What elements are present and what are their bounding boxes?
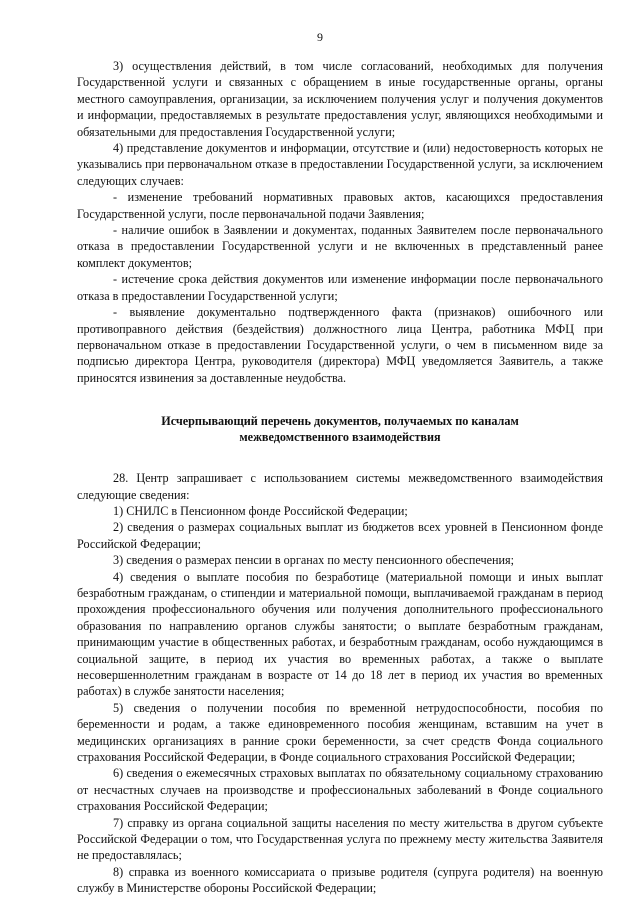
list-item: 2) сведения о размерах социальных выплат из бюджетов всех уровней в Пенсионном фонде Российской Федерации; [77, 520, 603, 551]
list-item: 1) СНИЛС в Пенсионном фонде Российской Федерации; [113, 503, 408, 518]
document-body [77, 58, 603, 897]
list-item: 4) сведения о выплате пособия по безработице (материальной помощи и иных выплат безработным гражданам, о стипендии и материальной помощи, выплачиваемой гражданам в период прохождения профессионального обучения или получения дополнительного профессионального образования по направлению органов службы занятости; о выплате безработным гражданам, принимающим участие в общественных работах, и безработным гражданам, особо нуждающимся в социальной защите, в период их участия во временных работах, а также о выплате несовершеннолетним гражданам в возрасте от 14 до 18 лет в период их участия во временных работах) в службе занятости населения; [77, 569, 603, 699]
paragraph: 4) представление документов и информации, отсутствие и (или) недостоверность которых не указывались при первоначальном отказе в предоставлении Государственной услуги, за исключением следующих случаев: [77, 141, 603, 188]
list-item: 7) справку из органа социальной защиты населения по месту жительства в другом субъекте Российской Федерации о том, что Государственная услуга по прежнему месту жительства Заявителя не предоставлялась; [77, 815, 603, 863]
section-heading-line: межведомственного взаимодействия [239, 430, 441, 445]
section-heading-line: Исчерпывающий перечень документов, получаемых по каналам [161, 414, 519, 429]
section-heading [77, 413, 603, 445]
paragraph: - изменение требований нормативных правовых актов, касающихся предоставления Государственной услуги, после первоначальной подачи Заявления; [77, 190, 603, 221]
list-item: 3) сведения о размерах пенсии в органах по месту пенсионного обеспечения; [113, 553, 515, 568]
paragraph: 3) осуществления действий, в том числе согласований, необходимых для получения Государственной услуги и связанных с обращением в иные государственные органы, органы местного самоуправления, организации, за исключением получения услуг и получения документов и информации, предоставляемых в результате предоставления услуг, являющихся необходимыми и обязательными для предоставления Государственной услуги; [77, 59, 603, 139]
paragraph: - выявление документально подтвержденного факта (признаков) ошибочного или противоправного действия (бездействия) должностного лица Центра, работника МФЦ при первоначальном отказе в предоставлении Государственной услуги, о чем в письменном виде за подписью директора Центра, руководителя (директора) МФЦ уведомляется Заявитель, а также приносятся извинения за доставленные неудобства. [77, 305, 603, 385]
paragraph: - наличие ошибок в Заявлении и документах, поданных Заявителем после первоначального отказа в предоставлении Государственной услуги и не включенных в представленный ранее комплект документов; [77, 223, 603, 270]
paragraph: 28. Центр запрашивает с использованием системы межведомственного взаимодействия следующие сведения: [77, 471, 603, 502]
list-item: 5) сведения о получении пособия по временной нетрудоспособности, пособия по беременности и родам, а также единовременного пособия женщинам, вставшим на учет в медицинских организациях в ранние сроки беременности, за счет средств Фонда социального страхования Российской Федерации, в Фонде социального страхования Российской Федерации; [77, 700, 603, 765]
list-item: 6) сведения о ежемесячных страховых выплатах по обязательному социальному страхованию от несчастных случаев на производстве и профессиональных заболеваний в Фонде социального страхования Российской Федерации; [77, 766, 603, 814]
page-number: 9 [317, 30, 323, 44]
paragraph: - истечение срока действия документов или изменение информации после первоначального отказа в предоставлении Государственной услуги; [77, 272, 603, 303]
list-item: 8) справка из военного комиссариата о призыве родителя (супруга родителя) на военную службу в Министерстве обороны Российской Федерации; [77, 864, 603, 896]
